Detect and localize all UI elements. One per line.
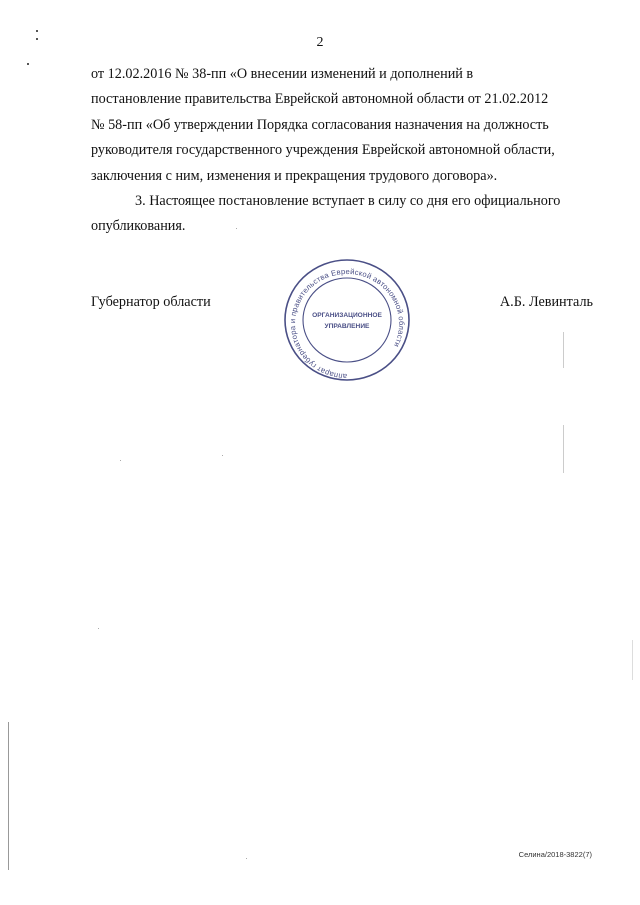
scan-speck [98,628,99,629]
text-line: постановление правительства Еврейской автономной области от 21.02.2012 [91,91,549,108]
scan-line [632,640,633,680]
signatory-name: А.Б. Левинталь [499,294,593,310]
scan-line [563,425,564,473]
stamp-center-line-1: ОРГАНИЗАЦИОННОЕ [312,312,382,319]
text-line: заключения с ним, изменения и прекращения трудового договора». [91,167,498,184]
text-line: от 12.02.2016 № 38-пп «О внесении изменений и дополнений в [91,66,474,82]
stamp-inner-ring [303,278,391,362]
signatory-position: Губернатор области [91,294,211,310]
scan-line [563,332,564,368]
stamp-graphic [283,258,411,382]
page-number: 2 [316,35,324,50]
paragraph-amendment-reference [91,62,593,189]
official-stamp [283,258,411,382]
scan-mark [36,30,38,32]
text-line: опубликования. [91,218,186,235]
scan-speck [236,228,237,229]
document-reference-code: Селина/2018-3822(7) [518,850,592,859]
scan-mark [27,63,29,65]
scan-line [8,722,9,870]
scan-speck [246,858,247,859]
scan-speck [222,455,223,456]
text-line: 3. Настоящее постановление вступает в силу со дня его официального [135,193,561,210]
document-body [91,62,593,240]
text-line: руководителя государственного учреждения Еврейской автономной области, [91,142,555,159]
stamp-ring-text: аппарат губернатора и правительства Еврейской автономной области [288,266,407,382]
scan-mark [36,38,38,40]
paragraph-effective-date [91,189,593,240]
text-line: № 58-пп «Об утверждении Порядка согласования назначения на должность [91,116,549,133]
stamp-center-line-2: УПРАВЛЕНИЕ [324,323,370,330]
scan-speck [120,460,121,461]
